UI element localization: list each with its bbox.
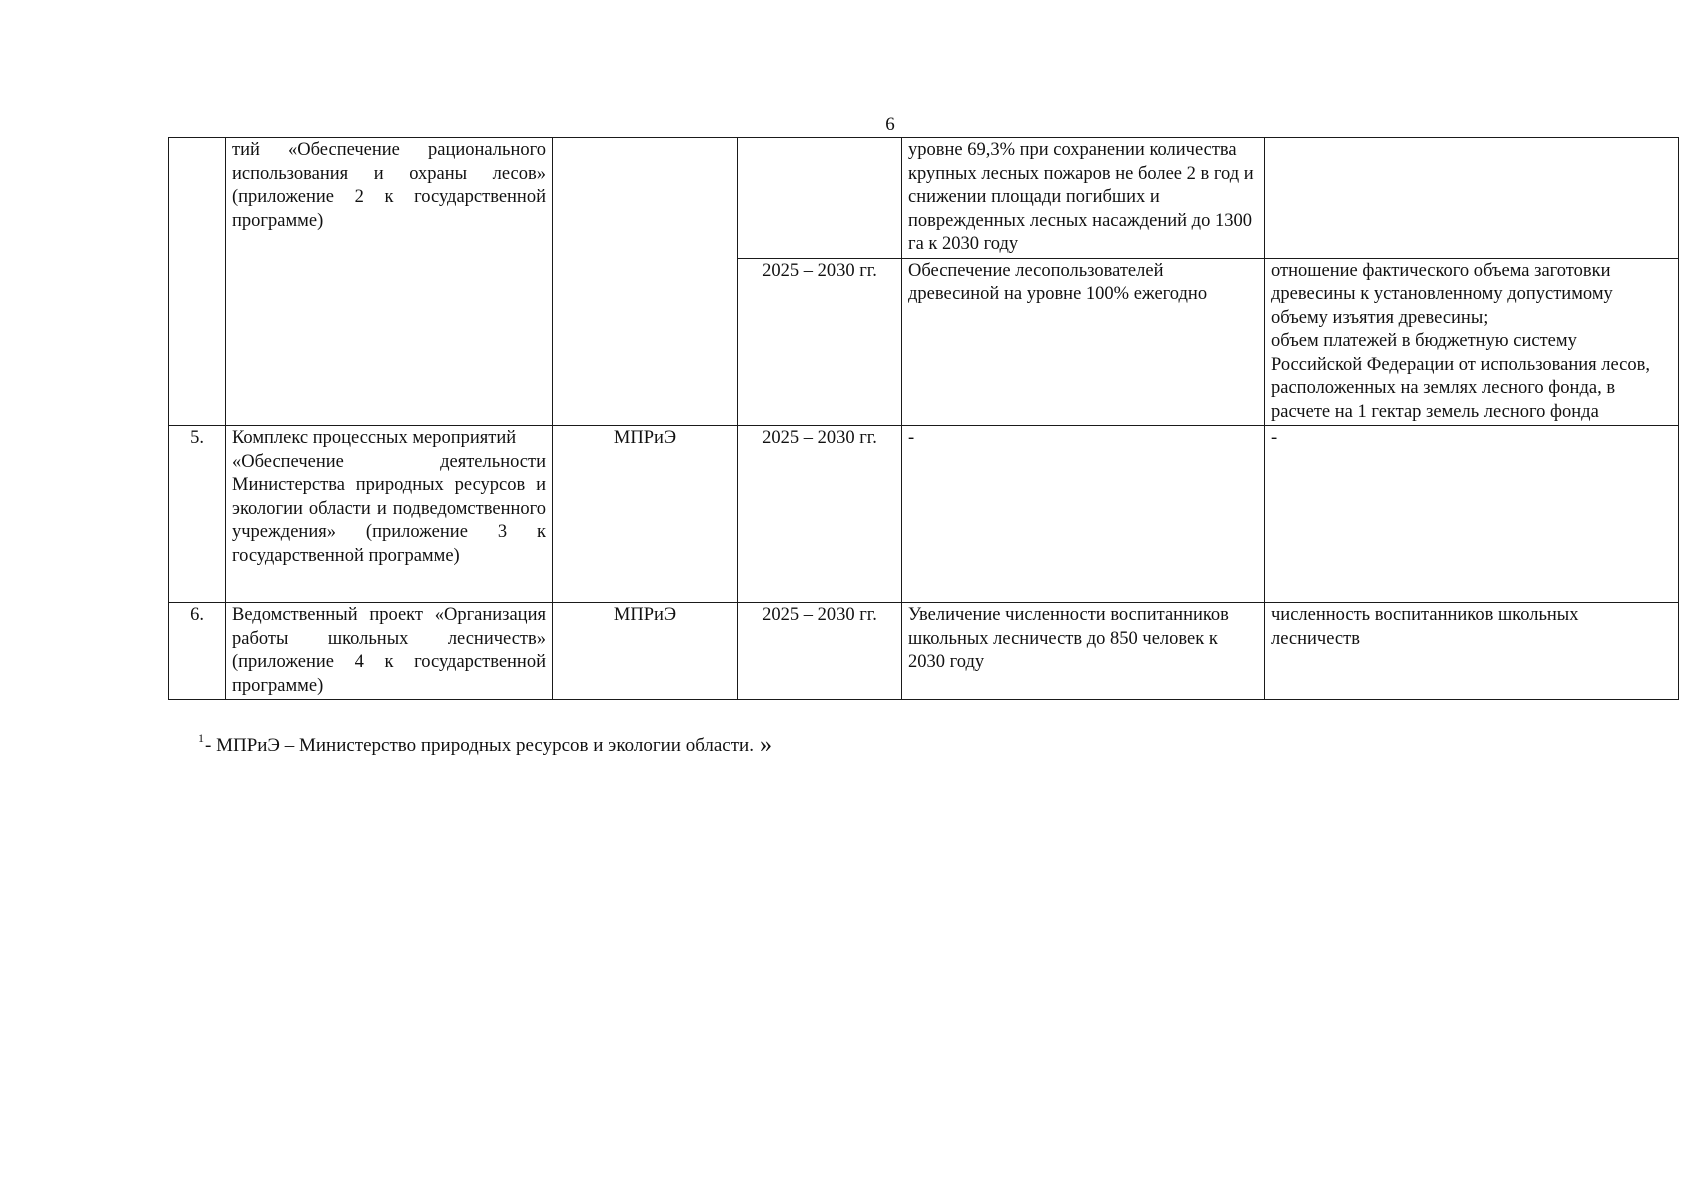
table-row	[169, 138, 1679, 259]
footnote-text: - МПРиЭ – Министерство природных ресурсов и экологии области.	[205, 735, 754, 756]
measure-name-line: «Обеспечение деятельности Министерства природных ресурсов и экологии области и подведомственного учреждения» (приложение 3 к государственной программе)	[232, 451, 546, 566]
indicator-cell: численность воспитанников школьных лесничеств	[1265, 603, 1679, 700]
row-number-cell: 6.	[169, 603, 226, 700]
footnote	[198, 726, 772, 758]
responsible-cell: МПРиЭ	[553, 603, 738, 700]
page-number: 6	[885, 114, 895, 135]
measure-name-cell	[226, 426, 553, 603]
table-row	[169, 426, 1679, 603]
expected-result-cell: -	[902, 426, 1265, 603]
row-number-cell	[169, 138, 226, 426]
indicator-cell	[1265, 138, 1679, 259]
measure-name-line: Комплекс процессных мероприятий	[232, 428, 517, 448]
indicator-cell: -	[1265, 426, 1679, 603]
expected-result-cell: уровне 69,3% при сохранении количества крупных лесных пожаров не более 2 в год и снижении площади погибших и поврежденных лесных насаждений до 1300 га к 2030 году	[902, 138, 1265, 259]
responsible-cell	[553, 138, 738, 426]
period-cell: 2025 – 2030 гг.	[738, 258, 902, 426]
period-cell: 2025 – 2030 гг.	[738, 426, 902, 603]
period-cell: 2025 – 2030 гг.	[738, 603, 902, 700]
measure-name-cell: Ведомственный проект «Организация работы школьных лесничеств» (приложение 4 к государственной программе)	[226, 603, 553, 700]
expected-result-cell: Увеличение численности воспитанников школьных лесничеств до 850 человек к 2030 году	[902, 603, 1265, 700]
program-structure-table	[168, 137, 1679, 700]
indicator-line: объем платежей в бюджетную систему Российской Федерации от использования лесов, расположенных на землях лесного фонда, в расчете на 1 гектар земель лесного фонда	[1271, 331, 1651, 422]
expected-result-cell: Обеспечение лесопользователей древесиной на уровне 100% ежегодно	[902, 258, 1265, 426]
footnote-mark: 1	[198, 731, 204, 745]
table-row	[169, 603, 1679, 700]
responsible-cell: МПРиЭ	[553, 426, 738, 603]
period-cell	[738, 138, 902, 259]
closing-quote: »	[759, 732, 772, 758]
measure-name-cell: тий «Обеспечение рационального использования и охраны лесов» (приложение 2 к государственной программе)	[226, 138, 553, 426]
indicator-cell	[1265, 258, 1679, 426]
indicator-line: отношение фактического объема заготовки древесины к установленному допустимому объему изъятия древесины;	[1271, 260, 1613, 328]
row-number-cell: 5.	[169, 426, 226, 603]
